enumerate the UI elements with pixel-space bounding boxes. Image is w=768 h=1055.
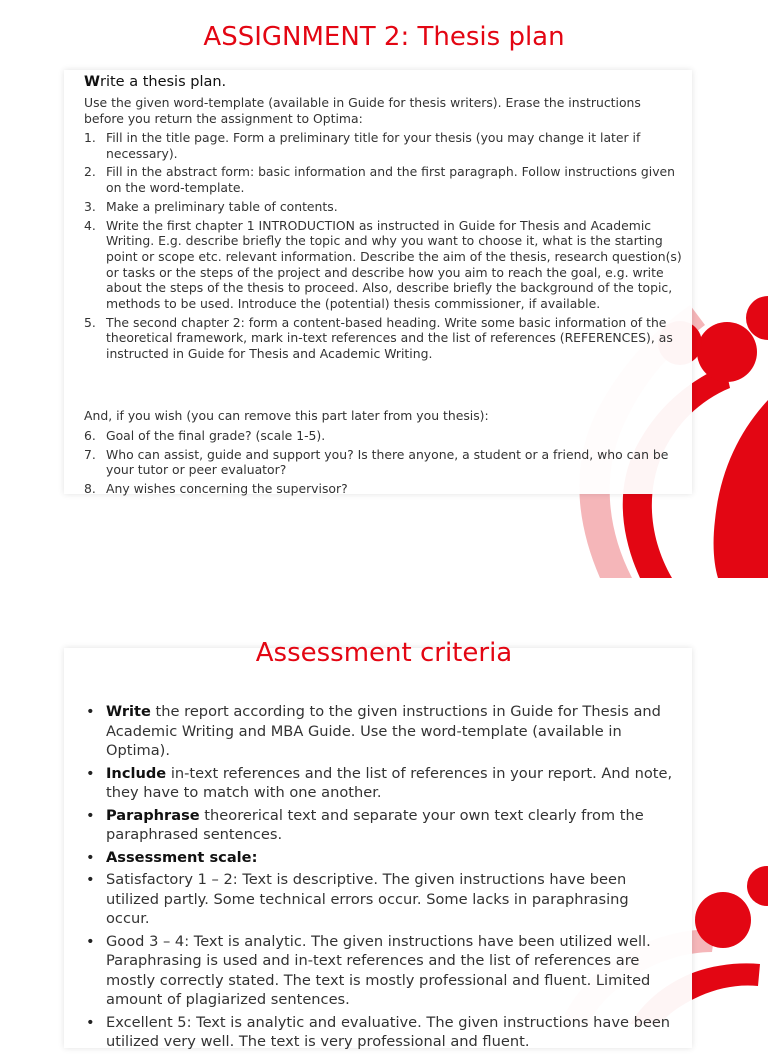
slide-title: Assessment criteria (255, 638, 513, 668)
item-text: Fill in the abstract form: basic information and the first paragraph. Follow instructions given on the word-template. (106, 164, 676, 196)
list-item (84, 764, 674, 803)
item-number: 2. (84, 164, 96, 180)
red-dot-large (697, 322, 757, 382)
intro-text: Use the given word-template (available in Guide for thesis writers). Erase the instructions before you return the assignment to Optima: (84, 95, 641, 126)
list-item (84, 870, 674, 929)
list-item (84, 315, 684, 362)
item-text: in-text references and the list of references in your report. And note, they have to match with one another. (106, 764, 673, 801)
optional-intro-text: And, if you wish (you can remove this part later from you thesis): (84, 408, 489, 423)
item-number: 8. (84, 481, 96, 497)
item-text: the report according to the given instructions in Guide for Thesis and Academic Writing and MBA Guide. Use the word-template (available in Optima). (106, 703, 661, 759)
list-item (84, 848, 674, 868)
item-text: Make a preliminary table of contents. (106, 198, 338, 214)
bullet-marker: • (86, 703, 95, 720)
swirl-arc-right (714, 400, 768, 578)
item-text: Excellent 5: Text is analytic and evaluative. The given instructions have been utilized very well. The text is very professional and fluent. (106, 1013, 671, 1050)
list-item (84, 1013, 674, 1052)
bullet-marker: • (86, 806, 95, 824)
list-item (84, 218, 684, 312)
item-number: 5. (84, 314, 96, 330)
list-item (84, 199, 684, 215)
item-bold: Assessment scale: (106, 848, 258, 866)
item-number: 6. (84, 428, 96, 443)
item-text: Who can assist, guide and support you? Is there anyone, a student or a friend, who can be your tutor or peer evaluator? (106, 446, 669, 478)
item-text: Fill in the title page. Form a preliminary title for your thesis (you may change it later if necessary). (106, 130, 641, 161)
heading-bold-letter: W (84, 74, 100, 90)
list-item (84, 164, 684, 195)
red-dot-large (695, 892, 751, 948)
criteria-panel (64, 638, 692, 1050)
item-number: 7. (84, 446, 96, 462)
item-bold: Paraphrase (106, 806, 200, 824)
item-text: theorerical text and separate your own text clearly from the paraphrased sentences. (106, 806, 644, 843)
item-number: 4. (84, 217, 96, 233)
panel-heading (84, 74, 226, 90)
bullet-marker: • (86, 871, 95, 888)
instructions-panel (64, 70, 692, 497)
item-text: Goal of the final grade? (scale 1-5). (106, 428, 326, 443)
list-item (84, 702, 674, 761)
item-bold: Write (106, 703, 151, 720)
item-text: The second chapter 2: form a content-based heading. Write some basic information of the theoretical framework, mark in-text references and the list of references (REFERENCES), as instructed in Guide for Thesis and Academic Writing. (106, 314, 673, 362)
list-item (84, 447, 684, 478)
list-item (84, 130, 684, 161)
item-bold: Include (106, 764, 167, 782)
list-item (84, 428, 684, 444)
bullet-marker: • (86, 764, 95, 782)
item-text: Good 3 – 4: Text is analytic. The given instructions have been utilized well. Paraphrasing is used and in-text references and the list of references are mostly correctly stated. The text is mostly professional and fluent. Limited amount of plagiarized sentences. (106, 932, 651, 1008)
item-text: Any wishes concerning the supervisor? (106, 481, 348, 497)
slide-title: ASSIGNMENT 2: Thesis plan (203, 22, 565, 52)
criteria-list (84, 702, 674, 1055)
bullet-marker: • (86, 932, 95, 950)
list-item (84, 806, 674, 845)
bullet-marker: • (86, 848, 95, 866)
red-dot-medium (747, 866, 768, 906)
item-text: Write the first chapter 1 INTRODUCTION as instructed in Guide for Thesis and Academic Writing. E.g. describe briefly the topic and why you want to choose it, what is the starting point or scope etc. relevant information. Describe the aim of the thesis, research question(s) or tasks or the steps of the project and describe how you aim to reach the goal, e.g. write about the steps of the thesis to proceed. Also, describe briefly the background of the topic, methods to be used. Introduce the (potential) thesis commissioner, if available. (106, 217, 682, 312)
item-text: Satisfactory 1 – 2: Text is descriptive. The given instructions have been utilized partly. Some technical errors occur. Some lacks in paraphrasing occur. (106, 871, 629, 927)
optional-steps-list (84, 428, 684, 500)
slide-assessment (0, 630, 768, 1050)
steps-list (84, 130, 684, 365)
list-item (84, 481, 684, 497)
item-number: 3. (84, 198, 96, 214)
heading-rest: rite a thesis plan. (100, 74, 227, 90)
bullet-marker: • (86, 1013, 95, 1031)
item-number: 1. (84, 130, 96, 145)
list-item (84, 932, 674, 1010)
